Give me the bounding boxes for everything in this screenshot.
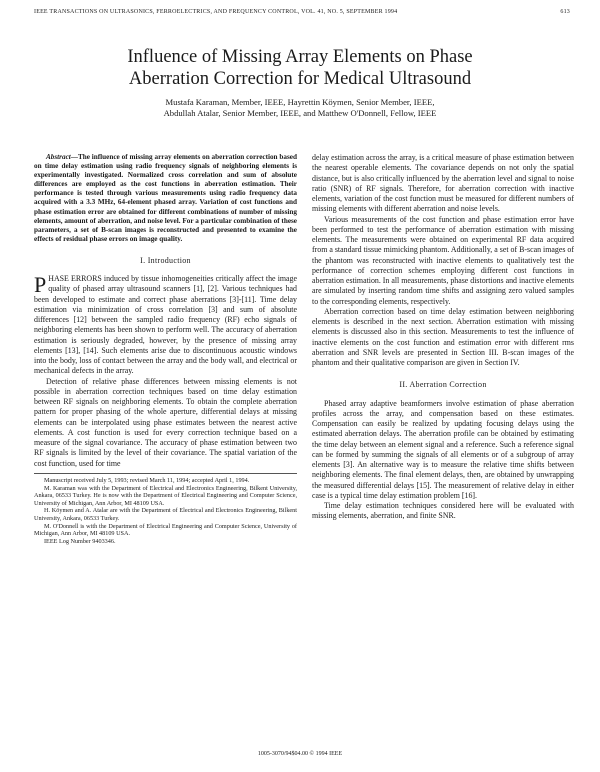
abstract — [34, 153, 297, 244]
footnote-odonnell: M. O'Donnell is with the Department of Electrical Engineering and Computer Science, University of Michigan, Ann Arbor, MI 48109 USA. — [34, 522, 297, 538]
section-heading-aberration-correction: II. Aberration Correction — [399, 380, 487, 390]
abstract-text: The influence of missing array elements on aberration correction based on time delay estimation using radio frequency signals of neighboring elements is experimentally investigated. Normalized cross correlation and sum of absolute differences are employed as the cost functions in aberration estimation. Their performance is tested through various measurements using radio frequency data acquired with a 3.3 MHz, 64-element phased array. Variation of cost functions and phase estimation error are obtained for different combinations of number of missing elements, amount of aberration, and noise level. For a particular combination of these parameters, a set of B-scan images is reconstructed and presented to examine the effects of residual phase errors on image quality. — [34, 153, 297, 243]
intro-paragraph-3: delay estimation across the array, is a critical measure of phase estimation between the nearest operable elements. The covariance depends on not only the spatial distance, but is also critically influenced by the aberration level and signal to noise ratio (SNR) of RF signals. Therefore, for aberration correction with inactive elements, variation of the cost function must be measured for different numbers of missing elements with different aberration and noise levels. — [312, 153, 574, 214]
title-line-2: Aberration Correction for Medical Ultrasound — [128, 69, 472, 89]
copyright-footer: 1005-3070/94$04.00 © 1994 IEEE — [257, 751, 343, 757]
abstract-label: Abstract— — [46, 153, 78, 161]
left-column — [34, 153, 297, 545]
running-head-journal: IEEE TRANSACTIONS ON ULTRASONICS, FERROELECTRICS, AND FREQUENCY CONTROL, VOL. 41, NO. 5, SEPTEMBER 1994 — [34, 9, 398, 15]
page-number: 613 — [560, 9, 570, 15]
footnotes — [34, 473, 297, 545]
section-heading-introduction: I. Introduction — [140, 255, 191, 265]
right-column — [312, 153, 574, 522]
author-block — [40, 97, 560, 118]
footnote-manuscript: Manuscript received July 5, 1993; revised March 11, 1994; accepted April 1, 1994. — [44, 476, 250, 484]
drop-cap: P — [34, 272, 47, 298]
paper-title — [30, 46, 570, 90]
footnote-log-number: IEEE Log Number 9403346. — [44, 537, 116, 545]
aberration-paragraph-2: Time delay estimation techniques considered here will be evaluated with missing elements, aberration, and finite SNR. — [312, 501, 574, 521]
title-line-1: Influence of Missing Array Elements on Phase — [127, 47, 473, 67]
aberration-paragraph-1: Phased array adaptive beamformers involve estimation of phase aberration profiles across the array, and compensation based on these estimates. Compensation can easily be realized by updating focusing delays using the estimated aberration delays. The aberration profile can be obtained by estimating the time delay between an element signal and a reference. Such a reference signal can be formed by summing the signals of all elements or of a subgroup of array elements [3]. An alternative way is to measure the relative time shifts between neighboring elements. The final element delays, then, are obtained by unwrapping the measured differential delays [15]. The measurement of relative delay in either case is a typical time delay estimation problem [16]. — [312, 398, 574, 500]
intro-paragraph-1-text: HASE ERRORS induced by tissue inhomogeneities critically affect the image quality of phased array ultrasound scanners [1], [2]. Various techniques had been developed to estimate and correct phase aberrations [3]-[11]. Time delay estimation via minimization of cross correlation [3] and sum of absolute differences [12] between the sampled radio frequency (RF) echo signals of neighboring elements has been shown to perform well. The accuracy of aberration estimation is seriously degraded, however, by the presence of missing array elements [13], [14]. Such elements arise due to discontinuous acoustic windows into the body, loss of contact between the array and the body wall, and electrical or mechanical defects in the array. — [34, 274, 297, 376]
intro-paragraph-1 — [34, 274, 297, 377]
footnote-karaman: M. Karaman was with the Department of Electrical and Electronics Engineering, Bilkent University, Ankara, 06533 Turkey. He is now with the Department of Electrical Engineering and Computer Science, University of Michigan, Ann Arbor, MI 48109 USA. — [34, 484, 297, 507]
authors-line-2: Abdullah Atalar, Senior Member, IEEE, and Matthew O'Donnell, Fellow, IEEE — [163, 107, 437, 118]
intro-paragraph-5: Aberration correction based on time delay estimation between neighboring elements is described in the next section. Aberration estimation with missing elements is discussed also in this section. Measurements to test the influence of inactive elements on the cost function and estimation error with different rms aberration and SNR levels are presented in Section III. B-scan images of the phantom and their qualitative comparison are given in Section IV. — [312, 306, 574, 367]
authors-line-1: Mustafa Karaman, Member, IEEE, Hayrettin Köymen, Senior Member, IEEE, — [165, 97, 435, 107]
footnote-koymen-atalar: H. Köymen and A. Atalar are with the Department of Electrical and Electronics Engineering, Bilkent University, Ankara, 06533 Turkey. — [34, 507, 297, 522]
intro-paragraph-2: Detection of relative phase differences between missing elements is not possible in aberration correction techniques based on time delay estimation between RF signals on neighboring elements. To obtain the complete aberration pattern for proper phasing of the whole aperture, differential delays at missing elements can be interpolated using phase estimates between the nearest active elements. A cost function is used for every correction technique based on a measure of the signal covariance. The accuracy of phase estimation between two RF signals is limited by the level of their covariance. The spatial variation of the cost function, used for time — [34, 376, 297, 468]
running-head — [34, 9, 570, 15]
intro-paragraph-4: Various measurements of the cost function and phase estimation error have been performed to test the performance of aberration estimation with missing elements. The measurements were obtained on experimental RF data acquired from a standard tissue mimicking phantom. Additionally, a set of B-scan images of the phantom was reconstructed with inactive elements to qualitatively test the performance of correction schemes employing different cost functions in aberration estimation. In all measurements, phase distortions and inactive elements are simulated by inserting random time shifts and assigning zero valued samples to the corresponding elements, respectively. — [312, 214, 574, 306]
